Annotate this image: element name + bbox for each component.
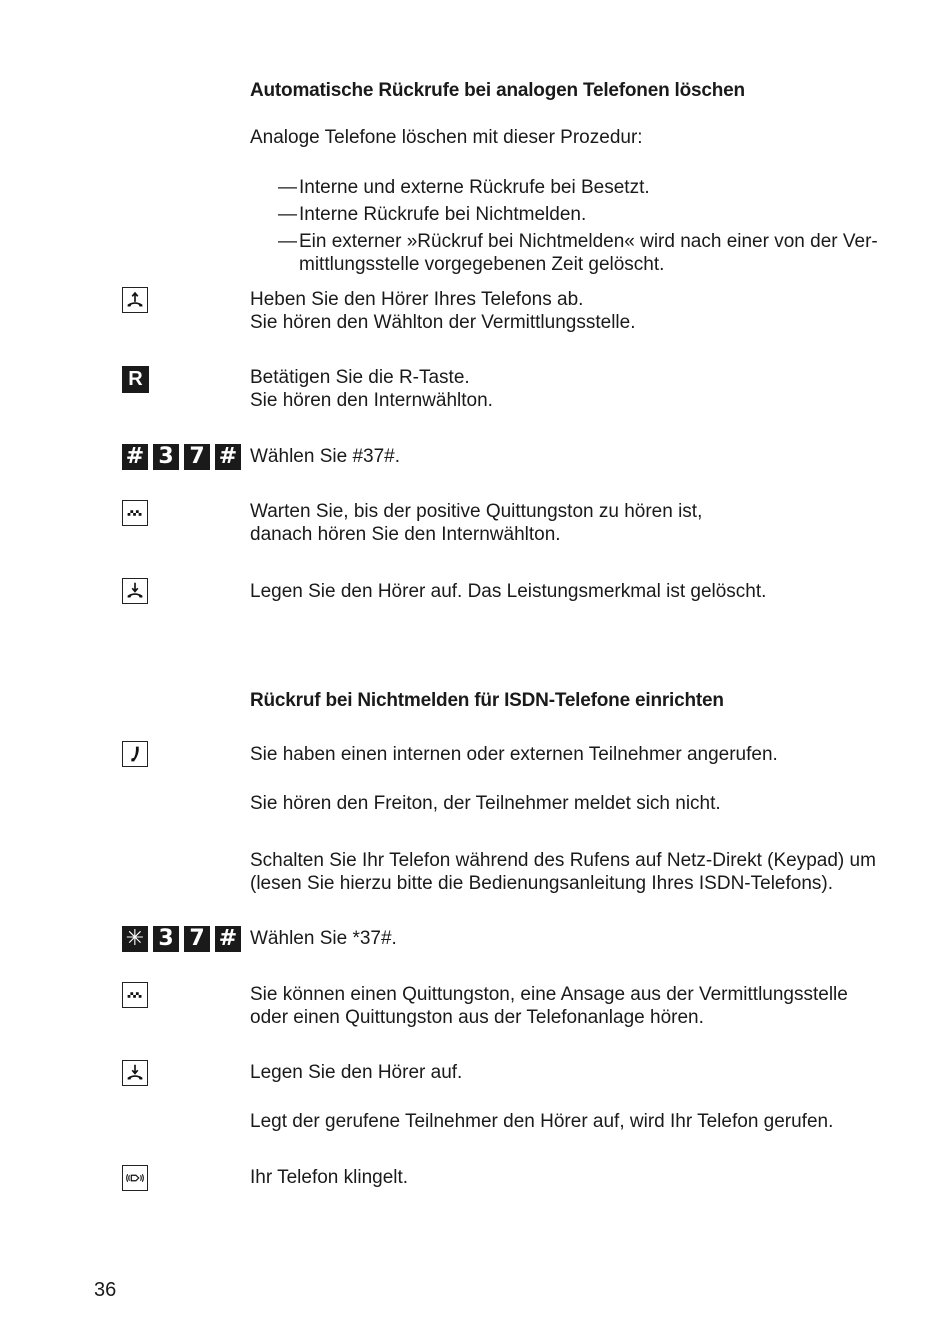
step-line: Sie können einen Quittungston, eine Ansage aus der Vermittlungsstelle xyxy=(250,984,848,1005)
intro-text: Analoge Telefone löschen mit dieser Prozedur: xyxy=(250,127,643,148)
bullet-dash: — xyxy=(278,204,297,225)
list-item xyxy=(278,230,878,276)
bullet-list xyxy=(278,176,878,280)
step-dial-text: Wählen Sie #37#. xyxy=(250,446,400,467)
bullet-text: Ein externer »Rückruf bei Nichtmelden« wird nach einer von der Ver- xyxy=(299,231,878,252)
step-line: Betätigen Sie die R-Taste. xyxy=(250,367,470,388)
bullet-dash: — xyxy=(278,231,297,252)
page-number: 36 xyxy=(94,1279,117,1301)
step-line: Sie hören den Wählton der Vermittlungsstelle. xyxy=(250,312,636,333)
section-heading-setup-callback: Rückruf bei Nichtmelden für ISDN-Telefone einrichten xyxy=(250,690,724,711)
digit-7-key-icon: 7 xyxy=(184,444,210,470)
section-heading-delete-callbacks: Automatische Rückrufe bei analogen Telefonen löschen xyxy=(250,80,745,101)
confirmation-tone-icon xyxy=(122,982,148,1008)
step-line: Schalten Sie Ihr Telefon während des Rufens auf Netz-Direkt (Keypad) um xyxy=(250,850,876,871)
step-call-text: Sie haben einen internen oder externen Teilnehmer angerufen. xyxy=(250,744,778,765)
step-rkey-text xyxy=(250,366,493,412)
handset-call-icon xyxy=(122,741,148,767)
step-keypad-text xyxy=(250,849,876,895)
handset-hangup-icon xyxy=(122,578,148,604)
hash-key-icon: # xyxy=(215,926,241,952)
bullet-text: Interne Rückrufe bei Nichtmelden. xyxy=(299,204,587,225)
bullet-text-continued: mittlungsstelle vorgegebenen Zeit gelöscht. xyxy=(299,254,665,275)
r-key-icon: R xyxy=(122,366,149,393)
handset-hangup-icon xyxy=(122,1060,148,1086)
step-ringback-text: Sie hören den Freiton, der Teilnehmer meldet sich nicht. xyxy=(250,793,721,814)
digit-7-key-icon: 7 xyxy=(184,926,210,952)
step-hangup-text: Legen Sie den Hörer auf. Das Leistungsmerkmal ist gelöscht. xyxy=(250,581,767,602)
digit-3-key-icon: 3 xyxy=(153,444,179,470)
step-ring-text: Ihr Telefon klingelt. xyxy=(250,1167,409,1188)
step-line: danach hören Sie den Internwählton. xyxy=(250,524,561,545)
confirmation-tone-icon xyxy=(122,500,148,526)
step-line: oder einen Quittungston aus der Telefonanlage hören. xyxy=(250,1007,704,1028)
step-line: Heben Sie den Hörer Ihres Telefons ab. xyxy=(250,289,584,310)
step-hangup-text: Legen Sie den Hörer auf. xyxy=(250,1062,463,1083)
step-confirm-text xyxy=(250,983,848,1029)
step-line: Sie hören den Internwählton. xyxy=(250,390,493,411)
step-callback-text: Legt der gerufene Teilnehmer den Hörer auf, wird Ihr Telefon gerufen. xyxy=(250,1111,834,1132)
list-item xyxy=(278,176,878,199)
ringing-icon xyxy=(122,1165,148,1191)
handset-lift-icon xyxy=(122,287,148,313)
hash-key-icon: # xyxy=(122,444,148,470)
hash-key-icon: # xyxy=(215,444,241,470)
step-dial-text: Wählen Sie *37#. xyxy=(250,928,397,949)
step-confirm-text xyxy=(250,500,702,546)
list-item xyxy=(278,203,878,226)
bullet-dash: — xyxy=(278,177,297,198)
star-key-icon: ✳ xyxy=(122,926,148,952)
digit-3-key-icon: 3 xyxy=(153,926,179,952)
step-line: (lesen Sie hierzu bitte die Bedienungsanleitung Ihres ISDN-Telefons). xyxy=(250,873,833,894)
step-lift-text xyxy=(250,288,636,334)
step-line: Warten Sie, bis der positive Quittungston zu hören ist, xyxy=(250,501,703,522)
bullet-text: Interne und externe Rückrufe bei Besetzt. xyxy=(299,177,650,198)
